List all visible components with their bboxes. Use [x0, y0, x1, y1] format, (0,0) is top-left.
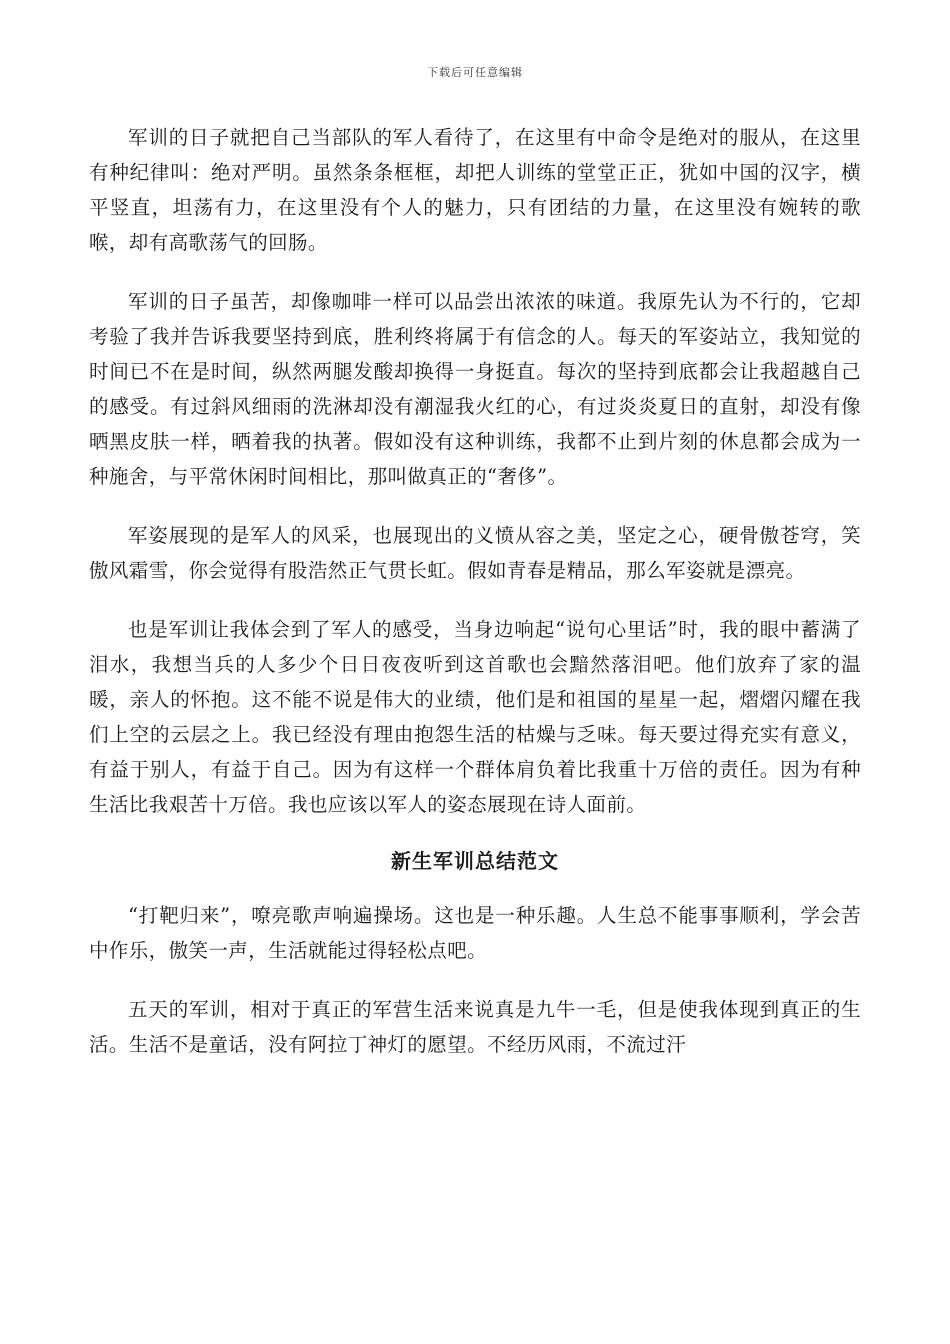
paragraph: 也是军训让我体会到了军人的感受，当身边响起“说句心里话”时，我的眼中蓄满了泪水，我想当兵的人多少个日日夜夜听到这首歌也会黯然落泪吧。他们放弃了家的温暖，亲人的怀抱。这不能不说是伟大的业绩，他们是和祖国的星星一起，熠熠闪耀在我们上空的云层之上。我已经没有理由抱怨生活的枯燥与乏味。每天要过得充实有意义，有益于别人，有益于自己。因为有这样一个群体肩负着比我重十万倍的责任。因为有种生活比我艰苦十万倍。我也应该以军人的姿态展现在诗人面前。 — [89, 618, 861, 816]
header-note: 下载后可任意编辑 — [427, 66, 523, 79]
paragraph: 军训的日子就把自己当部队的军人看待了，在这里有中命令是绝对的服从，在这里有种纪律叫：绝对严明。虽然条条框框，却把人训练的堂堂正正，犹如中国的汉字，横平竖直，坦荡有力，在这里没有个人的魅力，只有团结的力量，在这里没有婉转的歌喉，却有高歌荡气的回肠。 — [89, 126, 861, 254]
paragraph: 军训的日子虽苦，却像咖啡一样可以品尝出浓浓的味道。我原先认为不行的，它却考验了我并告诉我要坚持到底，胜利终将属于有信念的人。每天的军姿站立，我知觉的时间已不在是时间，纵然两腿发酸却换得一身挺直。每次的坚持到底都会让我超越自己的感受。有过斜风细雨的洗淋却没有潮湿我火红的心，有过炎炎夏日的直射，却没有像晒黑皮肤一样，晒着我的执著。假如没有这种训练，我都不止到片刻的休息都会成为一种施舍，与平常休闲时间相比，那叫做真正的“奢侈”。 — [89, 290, 861, 488]
document-body — [89, 120, 861, 1086]
paragraph: 五天的军训，相对于真正的军营生活来说真是九牛一毛，但是使我体现到真正的生活。生活不是童话，没有阿拉丁神灯的愿望。不经历风雨，不流过汗 — [89, 998, 861, 1056]
section-title: 新生军训总结范文 — [391, 849, 559, 873]
paragraph: 军姿展现的是军人的风采，也展现出的义愤从容之美，坚定之心，硬骨傲苍穹，笑傲风霜雪，你会觉得有股浩然正气贯长虹。假如青春是精品，那么军姿就是漂亮。 — [89, 524, 861, 582]
paragraph: “打靶归来”，嘹亮歌声响遍操场。这也是一种乐趣。人生总不能事事顺利，学会苦中作乐，傲笑一声，生活就能过得轻松点吧。 — [89, 904, 861, 962]
